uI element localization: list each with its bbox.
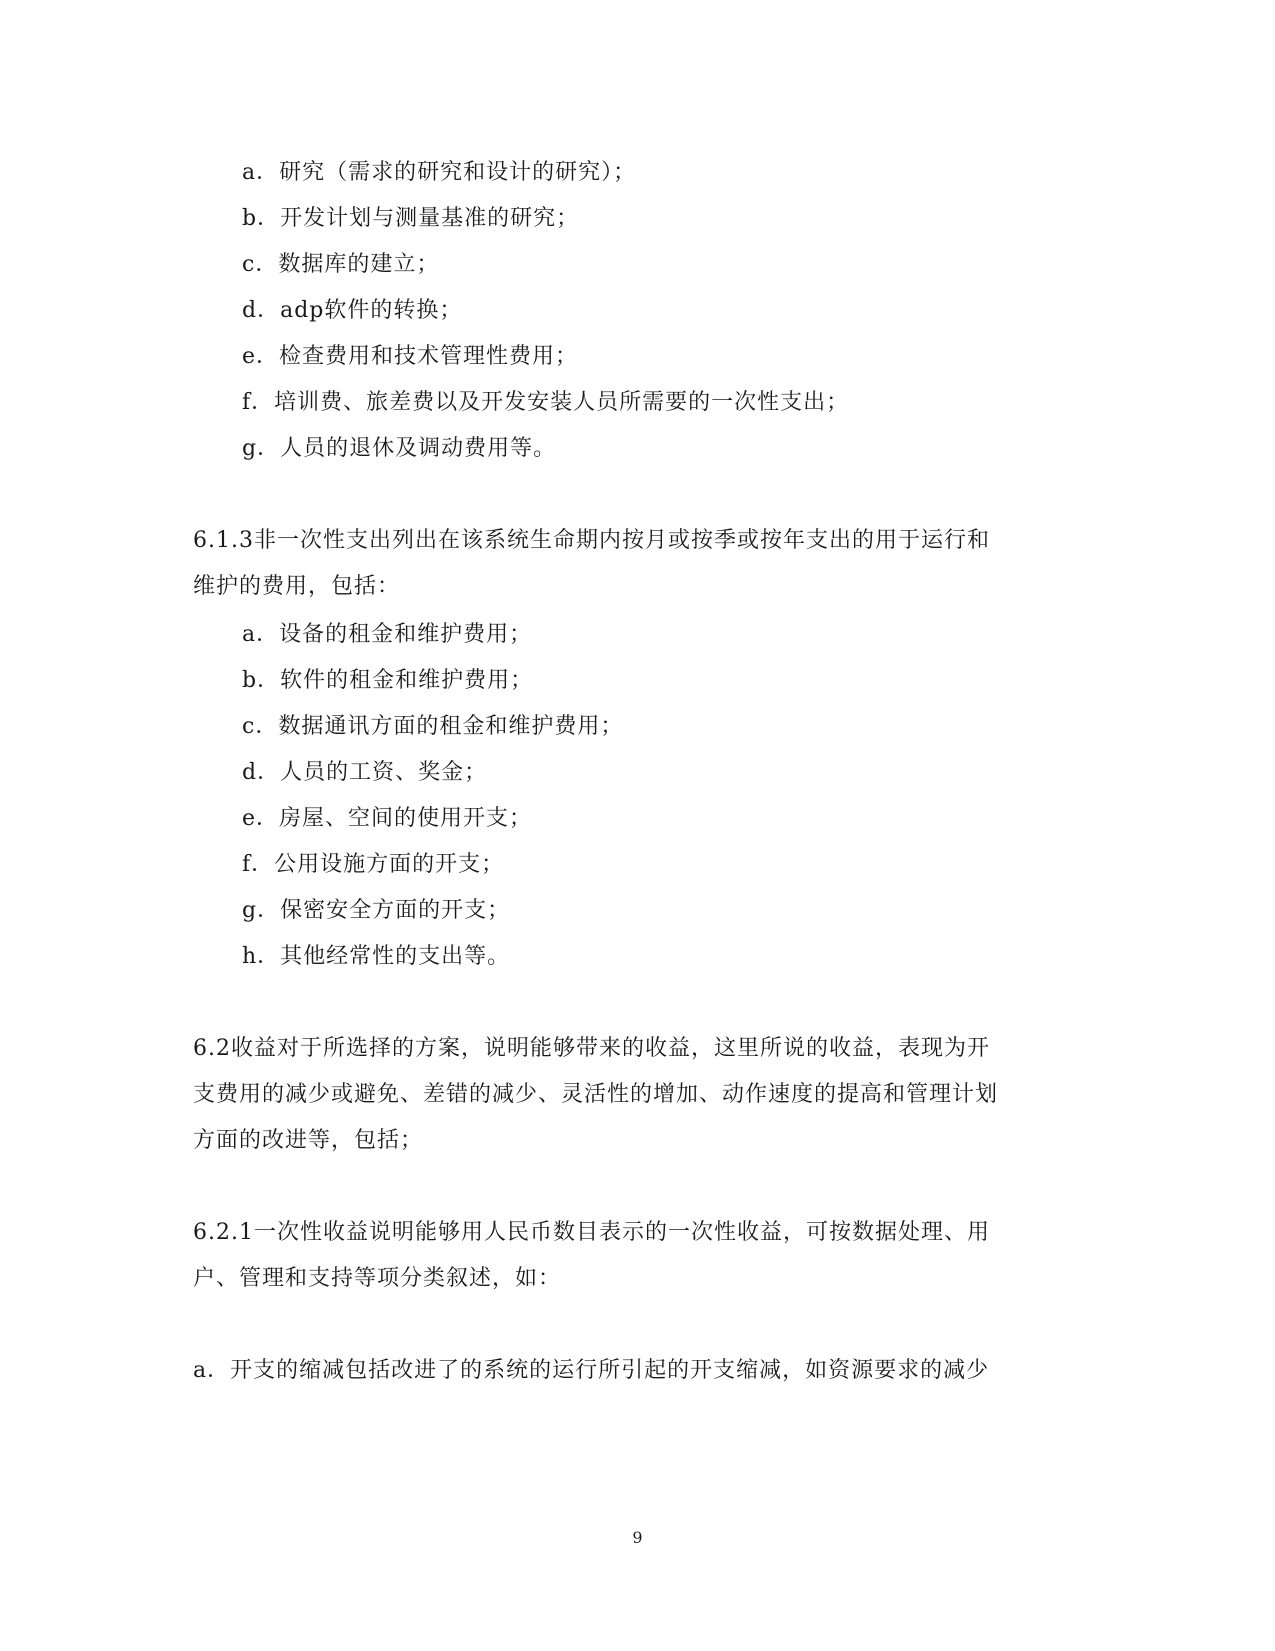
section-62-line: 支费用的减少或避免、差错的减少、灵活性的增加、动作速度的提高和管理计划 — [193, 1082, 999, 1107]
section-613-line: 维护的费用，包括： — [193, 574, 401, 599]
list-item: h．其他经常性的支出等。 — [242, 944, 511, 969]
list-item: a．设备的租金和维护费用； — [242, 622, 533, 647]
list-item: c．数据通讯方面的租金和维护费用； — [242, 714, 624, 739]
list-item: b．开发计划与测量基准的研究； — [242, 206, 580, 231]
section-613-line: 6.1.3非一次性支出列出在该系统生命期内按月或按季或按年支出的用于运行和 — [193, 528, 990, 553]
list-item: f．培训费、旅差费以及开发安装人员所需要的一次性支出； — [242, 390, 850, 415]
list-item: f．公用设施方面的开支； — [242, 852, 505, 877]
list-item: g．保密安全方面的开支； — [242, 898, 511, 923]
section-62-line: 方面的改进等，包括； — [193, 1128, 424, 1153]
list-item: d．人员的工资、奖金； — [242, 760, 488, 785]
page-number: 9 — [632, 1528, 643, 1547]
section-621-line: 户、管理和支持等项分类叙述，如： — [193, 1266, 562, 1291]
list-item: g．人员的退休及调动费用等。 — [242, 436, 557, 461]
list-item: d．adp软件的转换； — [242, 298, 463, 323]
list-item: a．开支的缩减包括改进了的系统的运行所引起的开支缩减，如资源要求的减少 — [193, 1358, 990, 1383]
list-item: e．检查费用和技术管理性费用； — [242, 344, 579, 369]
section-62-line: 6.2收益对于所选择的方案，说明能够带来的收益，这里所说的收益，表现为开 — [193, 1036, 990, 1061]
list-item: b．软件的租金和维护费用； — [242, 668, 534, 693]
list-item: e．房屋、空间的使用开支； — [242, 806, 533, 831]
section-621-line: 6.2.1一次性收益说明能够用人民币数目表示的一次性收益，可按数据处理、用 — [193, 1220, 990, 1245]
list-item: c．数据库的建立； — [242, 252, 440, 277]
list-item: a．研究（需求的研究和设计的研究）； — [242, 160, 637, 185]
